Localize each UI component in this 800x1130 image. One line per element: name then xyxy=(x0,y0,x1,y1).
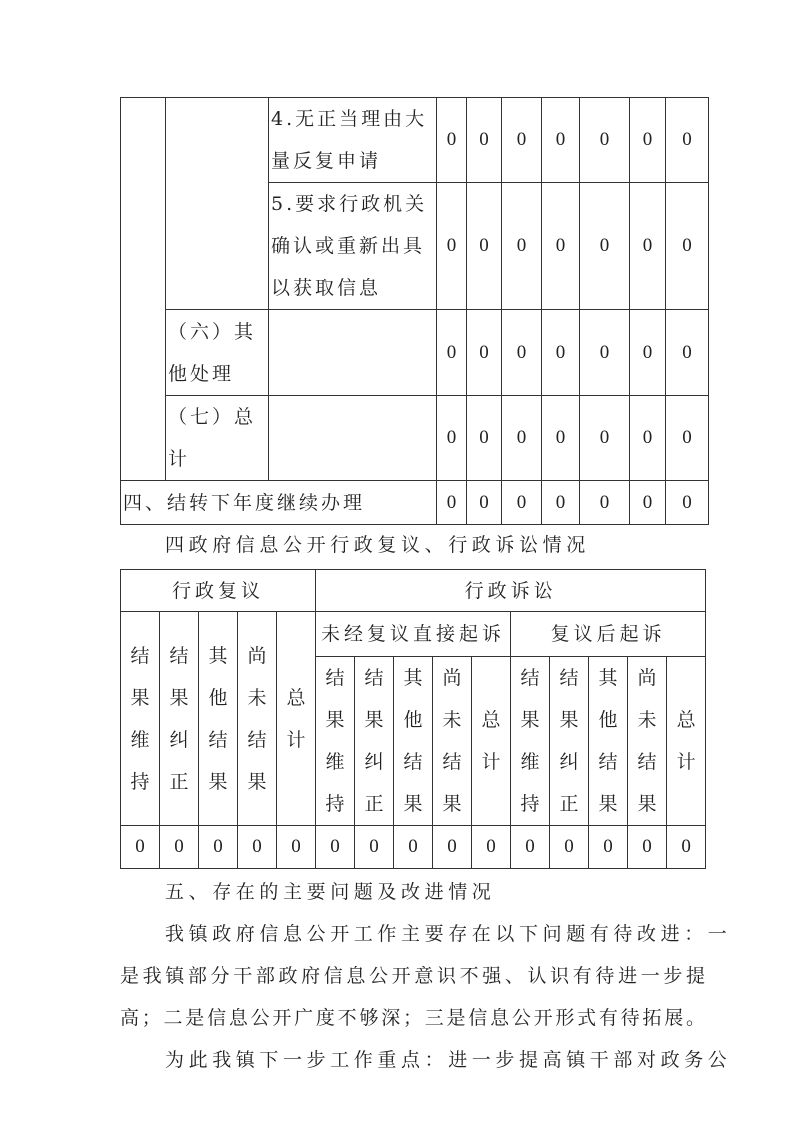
column-header-label: 其他结果 xyxy=(403,667,423,815)
column-header-label: 尚未结果 xyxy=(442,667,462,815)
column-header-label: 结果维持 xyxy=(130,644,150,793)
cell-value: 0 xyxy=(542,183,580,310)
paragraph-line: 是我镇部分干部政府信息公开意识不强、认识有待进一步提 xyxy=(120,965,705,987)
cell-value: 0 xyxy=(433,826,472,869)
column-header xyxy=(277,612,316,826)
column-header-label: 结果纠正 xyxy=(169,644,189,793)
table-row xyxy=(121,310,709,396)
cell-value: 0 xyxy=(467,481,502,525)
cell-value: 0 xyxy=(511,826,550,869)
column-header-label: 其他结果 xyxy=(598,667,618,815)
merged-cell xyxy=(166,98,269,310)
cell-value: 0 xyxy=(467,98,502,183)
cell-value: 0 xyxy=(467,396,502,481)
cell-value: 0 xyxy=(580,396,630,481)
row-label: 5.要求行政机关确认或重新出具以获取信息 xyxy=(269,183,437,310)
cell-value: 0 xyxy=(355,826,394,869)
empty-cell xyxy=(269,396,437,481)
column-header xyxy=(238,612,277,826)
cell-value: 0 xyxy=(277,826,316,869)
table-row xyxy=(121,570,706,612)
table-row xyxy=(121,481,709,525)
cell-value: 0 xyxy=(467,310,502,396)
empty-cell xyxy=(269,310,437,396)
cell-value: 0 xyxy=(630,481,666,525)
paragraph-line: 为此我镇下一步工作重点：进一步提高镇干部对政务公 xyxy=(165,1049,732,1071)
merged-cell xyxy=(121,98,166,481)
column-header-label: 总计 xyxy=(481,709,501,773)
cell-value: 0 xyxy=(437,396,467,481)
column-header xyxy=(433,657,472,826)
cell-value: 0 xyxy=(437,310,467,396)
section-title: 五、存在的主要问题及改进情况 xyxy=(165,881,496,903)
document-body xyxy=(120,97,732,1081)
cell-value: 0 xyxy=(238,826,277,869)
cell-value: 0 xyxy=(121,826,160,869)
table-row xyxy=(121,826,706,869)
column-header xyxy=(121,612,160,826)
column-header-label: 结果纠正 xyxy=(559,667,579,815)
table-row xyxy=(121,396,709,481)
header-direct-suit: 未经复议直接起诉 xyxy=(316,612,511,657)
row-label: （七）总计 xyxy=(166,396,269,481)
cell-value: 0 xyxy=(580,183,630,310)
cell-value: 0 xyxy=(580,310,630,396)
cell-value: 0 xyxy=(666,481,709,525)
column-header xyxy=(667,657,706,826)
column-header-label: 尚未结果 xyxy=(247,644,267,793)
cell-value: 0 xyxy=(472,826,511,869)
application-handling-table xyxy=(120,97,709,525)
cell-value: 0 xyxy=(502,396,542,481)
cell-value: 0 xyxy=(666,310,709,396)
cell-value: 0 xyxy=(666,183,709,310)
row-label: （六）其他处理 xyxy=(166,310,269,396)
table-row xyxy=(121,612,706,657)
section-title: 四政府信息公开行政复议、行政诉讼情况 xyxy=(165,534,590,556)
row-label: 四、结转下年度继续办理 xyxy=(121,481,437,525)
cell-value: 0 xyxy=(502,481,542,525)
column-header-label: 总计 xyxy=(676,709,696,773)
cell-value: 0 xyxy=(437,481,467,525)
column-header xyxy=(628,657,667,826)
cell-value: 0 xyxy=(630,396,666,481)
cell-value: 0 xyxy=(542,310,580,396)
header-suit-after-review: 复议后起诉 xyxy=(511,612,706,657)
column-header xyxy=(355,657,394,826)
cell-value: 0 xyxy=(630,310,666,396)
cell-value: 0 xyxy=(580,481,630,525)
cell-value: 0 xyxy=(666,98,709,183)
column-header xyxy=(550,657,589,826)
paragraph-line: 高；二是信息公开广度不够深；三是信息公开形式有待拓展。 xyxy=(120,1007,705,1029)
cell-value: 0 xyxy=(542,481,580,525)
cell-value: 0 xyxy=(589,826,628,869)
table-row xyxy=(121,98,709,183)
cell-value: 0 xyxy=(160,826,199,869)
row-label: 4.无正当理由大量反复申请 xyxy=(269,98,437,183)
paragraph-line: 我镇政府信息公开工作主要存在以下问题有待改进：一 xyxy=(165,923,732,945)
column-header xyxy=(394,657,433,826)
cell-value: 0 xyxy=(630,98,666,183)
cell-value: 0 xyxy=(467,183,502,310)
cell-value: 0 xyxy=(437,98,467,183)
review-litigation-table xyxy=(120,569,706,869)
cell-value: 0 xyxy=(542,98,580,183)
cell-value: 0 xyxy=(630,183,666,310)
cell-value: 0 xyxy=(502,98,542,183)
column-header xyxy=(589,657,628,826)
cell-value: 0 xyxy=(667,826,706,869)
cell-value: 0 xyxy=(666,396,709,481)
column-header xyxy=(316,657,355,826)
cell-value: 0 xyxy=(550,826,589,869)
header-admin-review: 行政复议 xyxy=(121,570,316,612)
cell-value: 0 xyxy=(580,98,630,183)
column-header-label: 尚未结果 xyxy=(637,667,657,815)
column-header-label: 结果维持 xyxy=(520,667,540,815)
cell-value: 0 xyxy=(394,826,433,869)
cell-value: 0 xyxy=(628,826,667,869)
cell-value: 0 xyxy=(502,183,542,310)
header-admin-litigation: 行政诉讼 xyxy=(316,570,706,612)
column-header-label: 结果维持 xyxy=(325,667,345,815)
column-header-label: 总计 xyxy=(286,686,306,751)
column-header xyxy=(472,657,511,826)
cell-value: 0 xyxy=(542,396,580,481)
column-header-label: 结果纠正 xyxy=(364,667,384,815)
column-header xyxy=(160,612,199,826)
column-header xyxy=(199,612,238,826)
cell-value: 0 xyxy=(437,183,467,310)
column-header xyxy=(511,657,550,826)
cell-value: 0 xyxy=(199,826,238,869)
column-header-label: 其他结果 xyxy=(208,644,228,793)
cell-value: 0 xyxy=(502,310,542,396)
cell-value: 0 xyxy=(316,826,355,869)
